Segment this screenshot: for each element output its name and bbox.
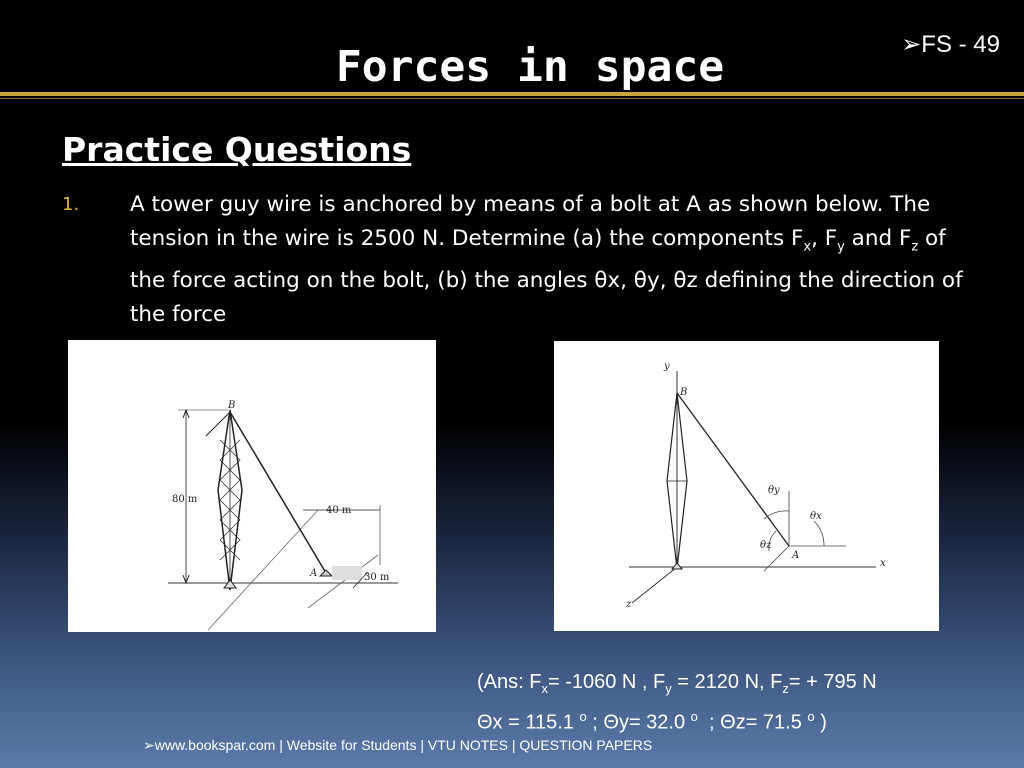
slide-number: ➢FS - 49 <box>901 31 1000 58</box>
tower-horizontal-label: 40 m <box>326 505 352 516</box>
slide-number-text: FS - 49 <box>921 31 1000 58</box>
tower-label-b: B <box>228 400 236 411</box>
question-text: A tower guy wire is anchored by means of a bolt at A as shown below. The tension in the wire is 2500 N. Determine (a) the components $F_x$, $F_y$ and $F_z$ of the force acting on the bolt, (b) the angles θx, θy, θz defining the direction of the force <box>130 192 963 328</box>
axis-x-label: x <box>880 558 886 569</box>
answer-line-2: Θx = 115.1 $^o$ ; Θy= 32.0 $^o$ ; Θz= 71.5 $^o$ ) <box>477 709 827 734</box>
force-angle-diagram <box>554 341 939 631</box>
answer-block <box>477 668 877 737</box>
question-number: 1. <box>62 194 80 215</box>
axis-y-label: y <box>664 361 670 372</box>
title-divider-thin <box>0 98 1024 99</box>
tower-figure <box>68 340 436 632</box>
tower-diagram <box>68 340 436 632</box>
tower-label-a: A <box>310 568 318 579</box>
title-divider <box>0 92 1024 96</box>
footer-links[interactable]: ➢www.bookspar.com | Website for Students | VTU NOTES | QUESTION PAPERS <box>143 737 653 753</box>
theta-z-label: θz <box>760 540 772 551</box>
point-a-label: A <box>792 550 800 561</box>
theta-y-label: θy <box>768 485 780 496</box>
section-heading: Practice Questions <box>62 130 412 169</box>
slide-title: Forces in space <box>335 42 725 92</box>
tower-height-label: 80 m <box>172 494 198 505</box>
axis-z-label: z <box>626 599 632 610</box>
axes-figure <box>554 341 939 631</box>
theta-x-label: θx <box>810 511 822 522</box>
tower-depth-label: 30 m <box>364 572 390 583</box>
point-b-label: B <box>680 387 688 398</box>
answer-line-1: (Ans: $F_x= -1060$ N , $F_y = 2120$ N, $F_z= + 795$ N <box>477 671 877 696</box>
